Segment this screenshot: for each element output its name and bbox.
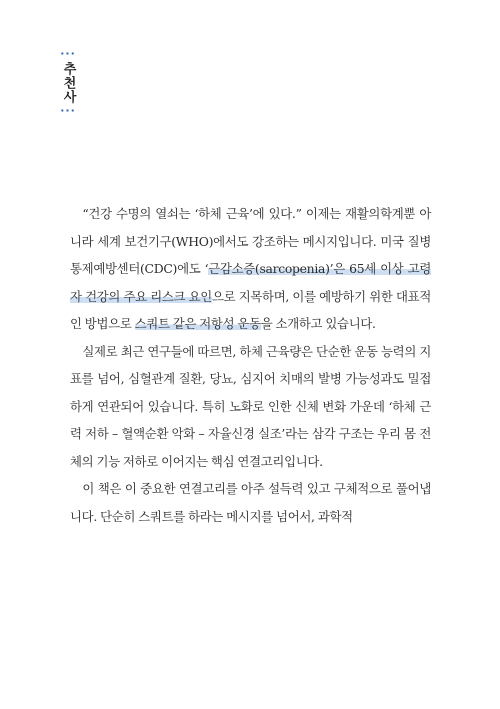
section-label bbox=[58, 47, 78, 117]
paragraph bbox=[70, 475, 431, 530]
highlighted-text: 근감소증(sarcopenia)’은 65세 이상 고령자 건강의 주요 리스크 요인 bbox=[70, 261, 431, 304]
highlighted-text: 스쿼트 같은 저항성 운동 bbox=[134, 316, 261, 331]
paragraph bbox=[70, 200, 431, 338]
dots-top-decoration: ··· bbox=[60, 47, 76, 60]
text-segment: 으로 지목하며, 이를 예방하기 위한 대표적인 방법으로 bbox=[70, 288, 431, 331]
section-label-text: 추천사 bbox=[60, 62, 76, 104]
text-segment: 실제로 최근 연구들에 따르면, 하체 근육량은 단순한 운동 능력의 지표를 넘어, 심혈관계 질환, 당뇨, 심지어 치매의 발병 가능성과도 밀접하게 연관되어 있습니다. 특히 노화로 인한 신체 변화 가운데 ‘하체 근력 저하 – 혈액순환 악화 – 자율신경 실조’라는 삼각 구조는 우리 몸 전체의 기능 저하로 이어지는 핵심 연결고리입니다. bbox=[70, 343, 431, 469]
body-text bbox=[70, 200, 431, 530]
text-segment: 이 책은 이 중요한 연결고리를 아주 설득력 있고 구체적으로 풀어냅니다. 단순히 스쿼트를 하라는 메시지를 넘어서, 과학적 bbox=[70, 481, 431, 524]
text-segment: 을 소개하고 있습니다. bbox=[260, 316, 376, 331]
paragraph bbox=[70, 338, 431, 476]
dots-bottom-decoration: ··· bbox=[60, 104, 76, 117]
text-segment: “건강 수명의 열쇠는 ‘하체 근육’에 있다.” 이제는 재활의학계뿐 아니라 세계 보건기구(WHO)에서도 강조하는 메시지입니다. 미국 질병통제예방센터(CDC)에도 ‘ bbox=[70, 206, 431, 276]
